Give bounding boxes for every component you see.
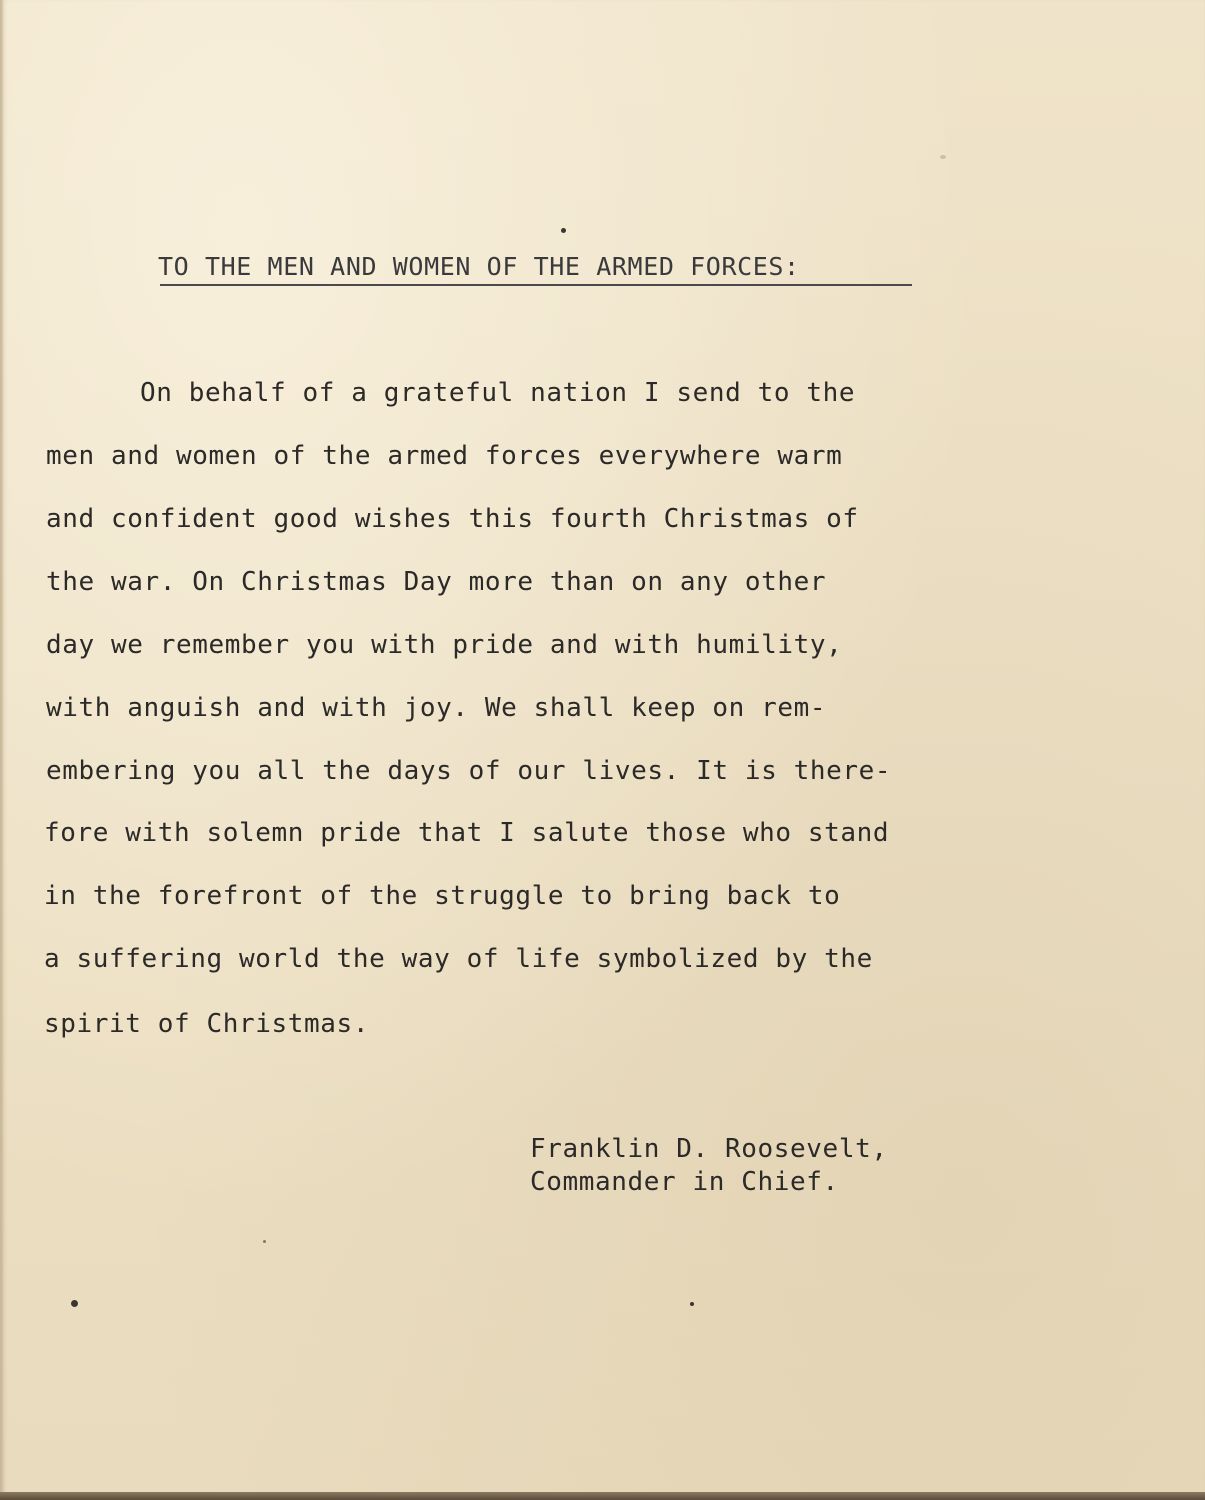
body-line-3: and confident good wishes this fourth Christmas of (46, 504, 859, 534)
heading-underline (160, 284, 912, 286)
body-line-9: in the forefront of the struggle to bring back to (44, 881, 841, 911)
ink-speck (561, 228, 566, 233)
ink-speck (690, 1302, 694, 1306)
ink-speck (263, 1240, 266, 1243)
ink-speck (71, 1300, 78, 1307)
paper-left-edge (0, 0, 4, 1500)
signature-name: Franklin D. Roosevelt, (530, 1134, 888, 1164)
body-line-11: spirit of Christmas. (44, 1009, 370, 1039)
paper-bottom-edge (0, 1492, 1205, 1500)
letter-heading: TO THE MEN AND WOMEN OF THE ARMED FORCES: (158, 252, 800, 281)
body-line-7: embering you all the days of our lives. It is there- (46, 756, 892, 786)
body-line-4: the war. On Christmas Day more than on any other (46, 567, 827, 597)
signature-title: Commander in Chief. (530, 1167, 839, 1197)
body-line-2: men and women of the armed forces everywhere warm (46, 441, 843, 471)
body-line-6: with anguish and with joy. We shall keep on rem- (46, 693, 827, 723)
body-line-5: day we remember you with pride and with humility, (46, 630, 843, 660)
body-line-10: a suffering world the way of life symbolized by the (44, 944, 873, 974)
ink-speck (940, 155, 946, 159)
body-line-1: On behalf of a grateful nation I send to the (140, 378, 856, 408)
body-line-8: fore with solemn pride that I salute those who stand (44, 818, 890, 848)
